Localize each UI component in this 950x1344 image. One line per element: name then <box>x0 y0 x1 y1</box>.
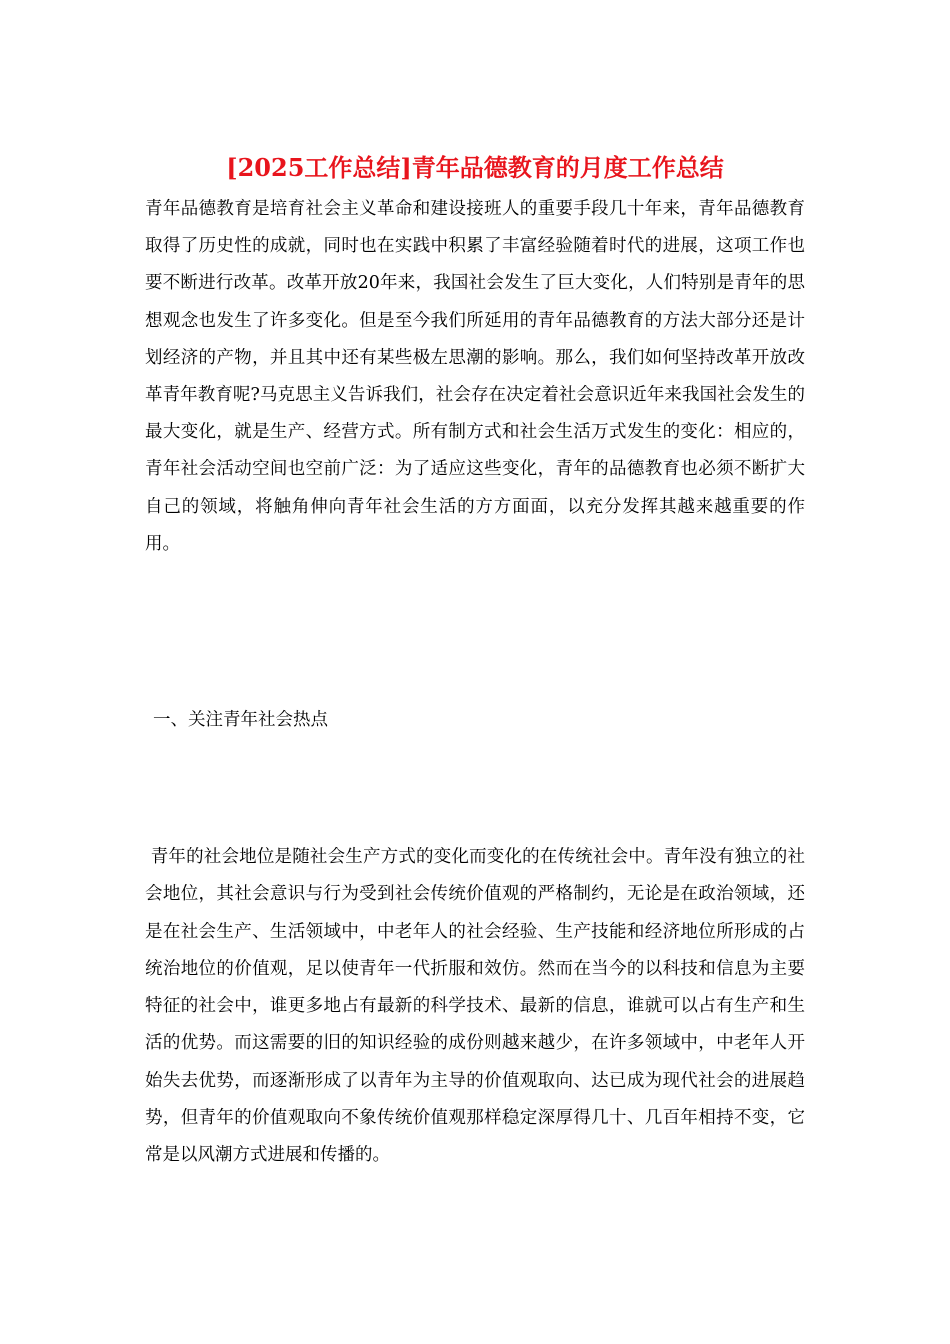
section-heading: 一、关注青年社会热点 <box>153 710 328 730</box>
section-paragraph <box>145 839 805 1175</box>
document-title: [2025工作总结]青年品德教育的月度工作总结 <box>226 153 724 182</box>
section-paragraph-text: 青年的社会地位是随社会生产方式的变化而变化的在传统社会中。青年没有独立的社会地位，其社会意识与行为受到社会传统价值观的严格制约，无论是在政治领域，还是在社会生产、生活领域中，中老年人的社会经验、生产技能和经济地位所形成的占统治地位的价值观，足以使青年一代折服和效仿。然而在当今的以科技和信息为主要特征的社会中，谁更多地占有最新的科学技术、最新的信息，谁就可以占有生产和生活的优势。而这需要的旧的知识经验的成份则越来越少，在许多领域中，中老年人开始失去优势，而逐渐形成了以青年为主导的价值观取向、达已成为现代社会的进展趋势，但青年的价值观取向不象传统价值观那样稳定深厚得几十、几百年相持不变，它常是以风潮方式进展和传播的。 <box>145 847 805 1166</box>
intro-paragraph: 青年品德教育是培育社会主义革命和建设接班人的重要手段几十年来，青年品德教育取得了历史性的成就，同时也在实践中积累了丰富经验随着时代的进展，这项工作也要不断进行改革。改革开放20年来，我国社会发生了巨大变化，人们特别是青年的思想观念也发生了许多变化。但是至今我们所延用的青年品德教育的方法大部分还是计划经济的产物，并且其中还有某些极左思潮的影响。那么，我们如何坚持改革开放改革青年教育呢?马克思主义告诉我们，社会存在决定着社会意识近年来我国社会发生的最大变化，就是生产、经营方式。所有制方式和社会生活万式发生的变化：相应的，青年社会活动空间也空前广泛：为了适应这些变化，青年的品德教育也必须不断扩大自己的领域，将触角伸向青年社会生活的方方面面，以充分发挥其越来越重要的作用。 <box>145 199 805 554</box>
